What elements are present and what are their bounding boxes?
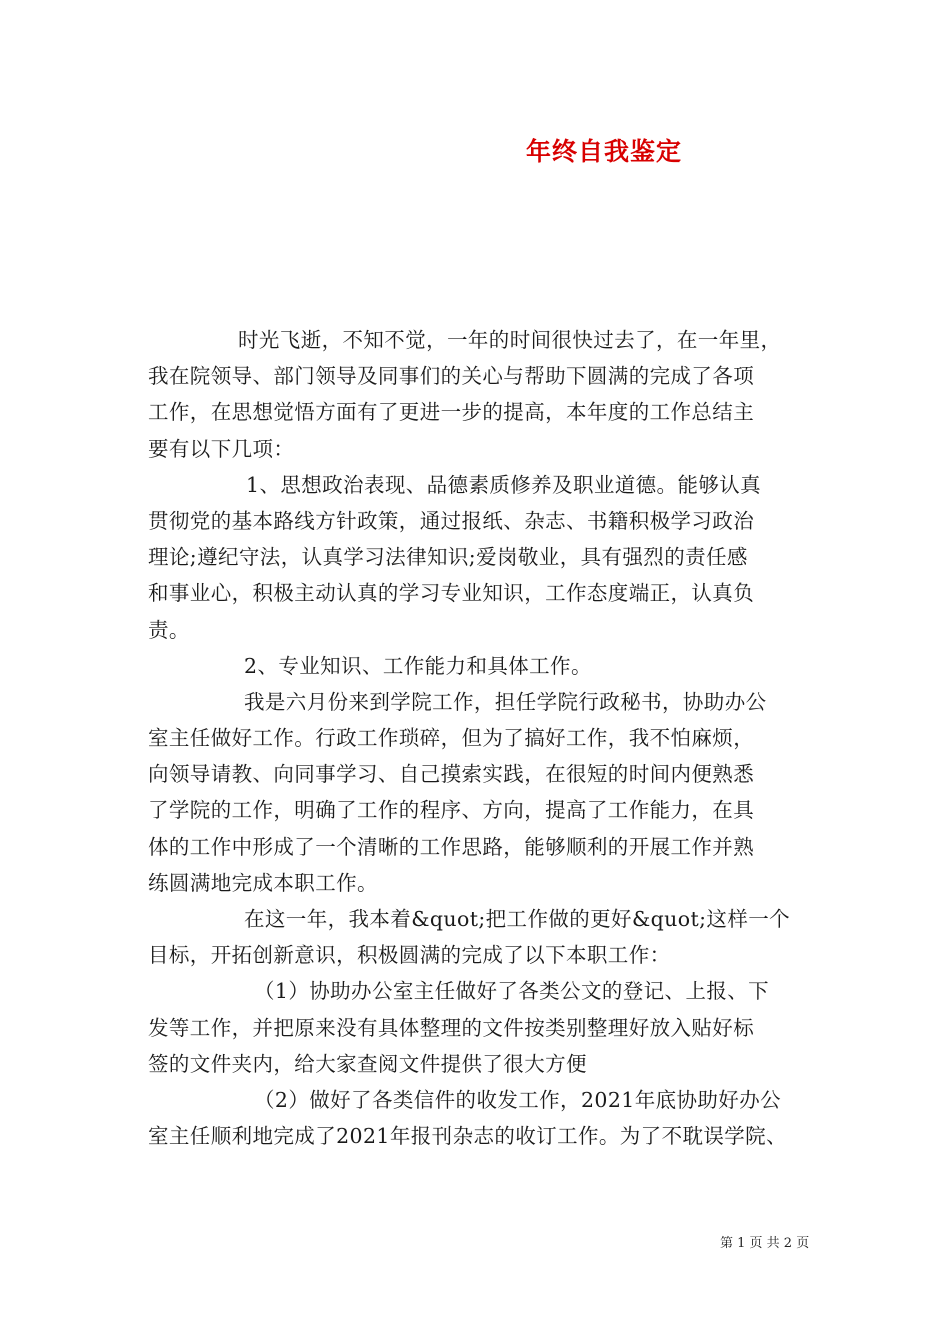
body-line: 2、专业知识、工作能力和具体工作。 xyxy=(244,653,592,678)
body-line: （2）做好了各类信件的收发工作，2021年底协助好办公 xyxy=(254,1087,782,1112)
body-line: 室主任做好工作。行政工作琐碎，但为了搞好工作，我不怕麻烦， xyxy=(148,726,755,751)
body-line: 我在院领导、部门领导及同事们的关心与帮助下圆满的完成了各项 xyxy=(148,364,755,389)
body-line: 签的文件夹内，给大家查阅文件提供了很大方便 xyxy=(148,1051,587,1076)
body-line: 发等工作，并把原来没有具体整理的文件按类别整理好放入贴好标 xyxy=(148,1015,755,1040)
body-line: 1、思想政治表现、品德素质修养及职业道德。能够认真 xyxy=(246,472,762,497)
body-line: 和事业心，积极主动认真的学习专业知识，工作态度端正，认真负 xyxy=(148,581,755,606)
body-line: 责。 xyxy=(148,617,190,642)
body-line: 体的工作中形成了一个清晰的工作思路，能够顺利的开展工作并熟 xyxy=(148,834,755,859)
body-line: 向领导请教、向同事学习、自己摸索实践，在很短的时间内便熟悉 xyxy=(148,762,755,787)
body-line: 在这一年，我本着&quot;把工作做的更好&quot;这样一个 xyxy=(244,907,791,931)
body-line: 要有以下几项： xyxy=(148,436,295,461)
body-line: 目标，开拓创新意识，积极圆满的完成了以下本职工作： xyxy=(148,943,671,968)
body-line: 室主任顺利地完成了2021年报刊杂志的收订工作。为了不耽误学院、 xyxy=(148,1124,787,1149)
body-line: 我是六月份来到学院工作，担任学院行政秘书，协助办公 xyxy=(244,689,767,714)
document-title: 年终自我鉴定 xyxy=(526,137,683,166)
body-line: 练圆满地完成本职工作。 xyxy=(148,870,378,895)
body-line: 时光飞逝，不知不觉，一年的时间很快过去了，在一年里， xyxy=(238,328,782,352)
body-line: （1）协助办公室主任做好了各类公文的登记、上报、下 xyxy=(254,979,770,1004)
document-body xyxy=(148,322,828,1154)
body-line: 理论;遵纪守法，认真学习法律知识;爱岗敬业，具有强烈的责任感 xyxy=(148,545,748,570)
body-line: 了学院的工作，明确了工作的程序、方向，提高了工作能力，在具 xyxy=(148,798,755,823)
body-line: 贯彻党的基本路线方针政策，通过报纸、杂志、书籍积极学习政治 xyxy=(148,508,755,533)
body-line: 工作，在思想觉悟方面有了更进一步的提高，本年度的工作总结主 xyxy=(148,400,755,425)
page-footer: 第 1 页 共 2 页 xyxy=(720,1236,810,1251)
